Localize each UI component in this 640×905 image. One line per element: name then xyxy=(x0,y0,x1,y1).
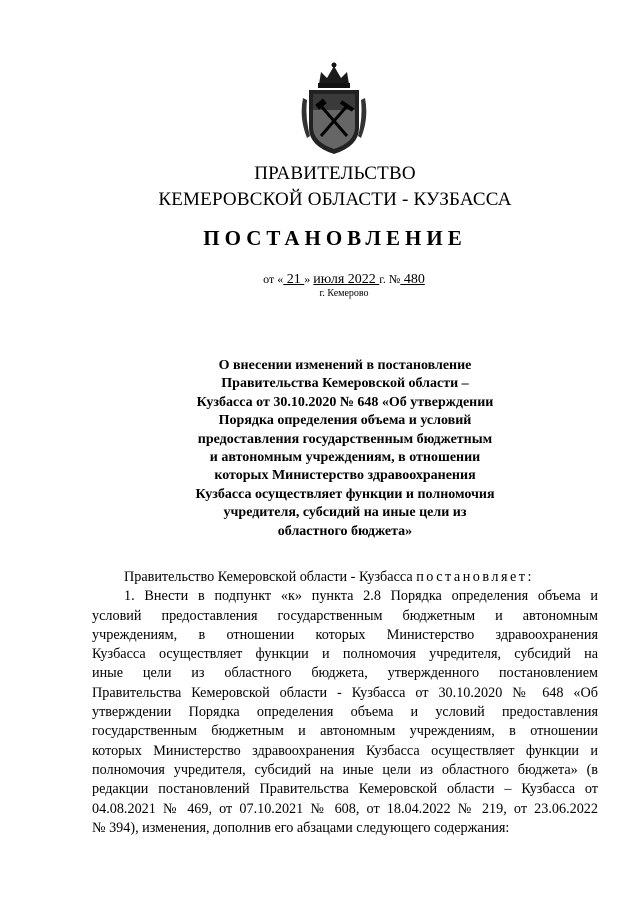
body-line: № 394), изменения, дополнив его абзацами следующего содержания: xyxy=(92,819,510,836)
coat-of-arms-emblem xyxy=(297,58,371,158)
body-line: полномочия учредителя, субсидий на иные цели из областного бюджета» (в xyxy=(92,761,598,778)
title-line: областного бюджета» xyxy=(277,523,413,539)
intro-line xyxy=(92,568,598,587)
date-sep: » xyxy=(304,272,314,286)
body-line: редакции постановлений Правительства Кемеровской области – Кузбасса от xyxy=(92,781,598,798)
title-line: Кузбасса от 30.10.2020 № 648 «Об утверждении xyxy=(196,394,494,410)
intro-prefix: Правительство Кемеровской области - Кузбасса xyxy=(124,569,417,585)
body-line: учреждениям, в отношении которых Министерство здравоохранения xyxy=(92,626,598,643)
document-title xyxy=(165,357,525,541)
title-line: предоставления государственным бюджетным xyxy=(197,431,493,447)
title-line: Порядка определения объема и условий xyxy=(218,413,472,429)
body-line: 1. Внести в подпункт «к» пункта 2.8 Порядка определения объема и xyxy=(124,588,598,605)
title-line: и автономным учреждениям, в отношении xyxy=(209,450,481,466)
body-line: государственным бюджетным и автономным учреждениям, в отношении xyxy=(92,723,598,740)
date-month: июля xyxy=(313,272,348,287)
body-line: которых Министерство здравоохранения Кузбасса осуществляет функции и xyxy=(92,742,598,759)
intro-resolves: постановляет: xyxy=(416,569,534,585)
city: г. Кемерово xyxy=(319,288,369,299)
title-line: Правительства Кемеровской области – xyxy=(221,376,469,392)
government-name-line2: КЕМЕРОВСКОЙ ОБЛАСТИ - КУЗБАССА xyxy=(158,189,512,210)
body-line: утверждении Порядка определения объема и условий предоставления xyxy=(92,704,598,721)
body-line: 04.08.2021 № 469, от 07.10.2021 № 608, от 18.04.2022 № 219, от 23.06.2022 xyxy=(92,800,598,817)
title-line: учредителя, субсидий на иные цели из xyxy=(223,505,467,521)
date-prefix: от « xyxy=(263,272,284,286)
document-date-number xyxy=(0,272,640,288)
body-line: иные цели из областного бюджета, утвержденного постановлением xyxy=(92,665,598,682)
document-body xyxy=(92,568,598,838)
title-line: которых Министерство здравоохранения xyxy=(214,468,476,484)
date-suffix: г. № xyxy=(379,272,401,286)
document-number: 480 xyxy=(400,272,425,287)
date-year: 2022 xyxy=(347,272,380,287)
body-line: Кузбасса осуществляет функции и полномочия учредителя, субсидий на xyxy=(92,646,598,663)
title-line: О внесении изменений в постановление xyxy=(218,358,472,373)
title-line: Кузбасса осуществляет функции и полномочия xyxy=(195,486,495,502)
date-day: 21 xyxy=(283,272,305,287)
body-line: Правительства Кемеровской области - Кузбасса от 30.10.2020 № 648 «Об xyxy=(92,684,598,701)
crown-icon xyxy=(318,63,350,89)
document-type: ПОСТАНОВЛЕНИЕ xyxy=(203,226,467,250)
government-name-line1: ПРАВИТЕЛЬСТВО xyxy=(254,163,416,184)
body-line: условий предоставления государственным бюджетным и автономным xyxy=(92,607,598,624)
